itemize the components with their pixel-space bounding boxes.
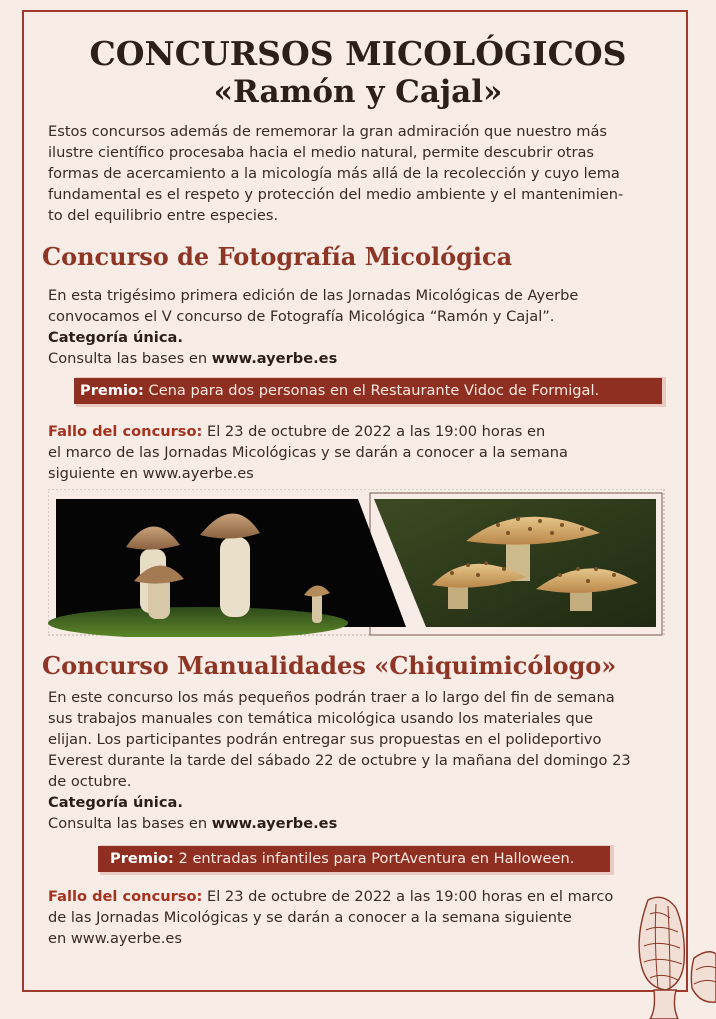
verdict-label: Fallo del concurso: xyxy=(48,423,203,440)
crafts-contest-verdict xyxy=(48,886,613,907)
crafts-contest-line: Everest durante la tarde del sábado 22 de octubre y la mañana del domingo 23 xyxy=(48,752,631,769)
rules-prefix: Consulta las bases en xyxy=(48,350,212,367)
photo-contest-rules xyxy=(48,348,337,369)
intro-line: formas de acercamiento a la micología más allá de la recolección y cuyo lema xyxy=(48,165,620,182)
mushroom-photo-strip xyxy=(48,489,666,637)
photo-contest-line: En esta trigésimo primera edición de las Jornadas Micológicas de Ayerbe xyxy=(48,287,579,304)
crafts-contest-prize-banner xyxy=(98,846,610,872)
verdict-line: de las Jornadas Micológicas y se darán a conocer a la semana siguiente xyxy=(48,909,572,926)
prize-label: Premio: xyxy=(80,382,144,399)
intro-line: ilustre científico procesaba hacia el medio natural, permite descubrir otras xyxy=(48,144,595,161)
verdict-line: en www.ayerbe.es xyxy=(48,930,182,947)
photo-contest-line: convocamos el V concurso de Fotografía Micológica “Ramón y Cajal”. xyxy=(48,308,555,325)
verdict-line: el marco de las Jornadas Micológicas y se darán a conocer a la semana xyxy=(48,444,568,461)
intro-line: Estos concursos además de rememorar la gran admiración que nuestro más xyxy=(48,123,608,140)
verdict-text: El 23 de octubre de 2022 a las 19:00 horas en xyxy=(202,423,546,440)
intro-line: fundamental es el respeto y protección del medio ambiente y el mantenimien- xyxy=(48,186,624,203)
rules-link[interactable]: www.ayerbe.es xyxy=(211,350,338,367)
photo-contest-verdict xyxy=(48,421,545,442)
crafts-contest-category: Categoría única. xyxy=(48,794,183,811)
crafts-contest-line: elijan. Los participantes podrán entregar sus propuestas en el polideportivo xyxy=(48,731,602,748)
rules-link[interactable]: www.ayerbe.es xyxy=(211,815,338,832)
photo-contest-category: Categoría única. xyxy=(48,329,183,346)
crafts-contest-line: sus trabajos manuales con temática micológica usando los materiales que xyxy=(48,710,594,727)
crafts-contest-line: de octubre. xyxy=(48,773,132,790)
crafts-contest-line: En este concurso los más pequeños podrán traer a lo largo del fin de semana xyxy=(48,689,615,706)
crafts-contest-rules xyxy=(48,813,337,834)
page-title-line1: CONCURSOS MICOLÓGICOS xyxy=(89,34,627,73)
intro-line: to del equilibrio entre especies. xyxy=(48,207,279,224)
photo-contest-prize-banner xyxy=(74,378,662,404)
page-title-line2: «Ramón y Cajal» xyxy=(213,74,503,110)
prize-text: 2 entradas infantiles para PortAventura en Halloween. xyxy=(173,850,575,867)
morel-mushroom-icon xyxy=(620,892,716,1019)
verdict-text: El 23 de octubre de 2022 a las 19:00 horas en el marco xyxy=(202,888,614,905)
rules-prefix: Consulta las bases en xyxy=(48,815,212,832)
verdict-line: siguiente en www.ayerbe.es xyxy=(48,465,254,482)
crafts-contest-heading: Concurso Manualidades «Chiquimicólogo» xyxy=(42,651,617,680)
photo-contest-heading: Concurso de Fotografía Micológica xyxy=(42,242,513,271)
prize-text: Cena para dos personas en el Restaurante Vidoc de Formigal. xyxy=(143,382,600,399)
verdict-label: Fallo del concurso: xyxy=(48,888,203,905)
prize-label: Premio: xyxy=(110,850,174,867)
